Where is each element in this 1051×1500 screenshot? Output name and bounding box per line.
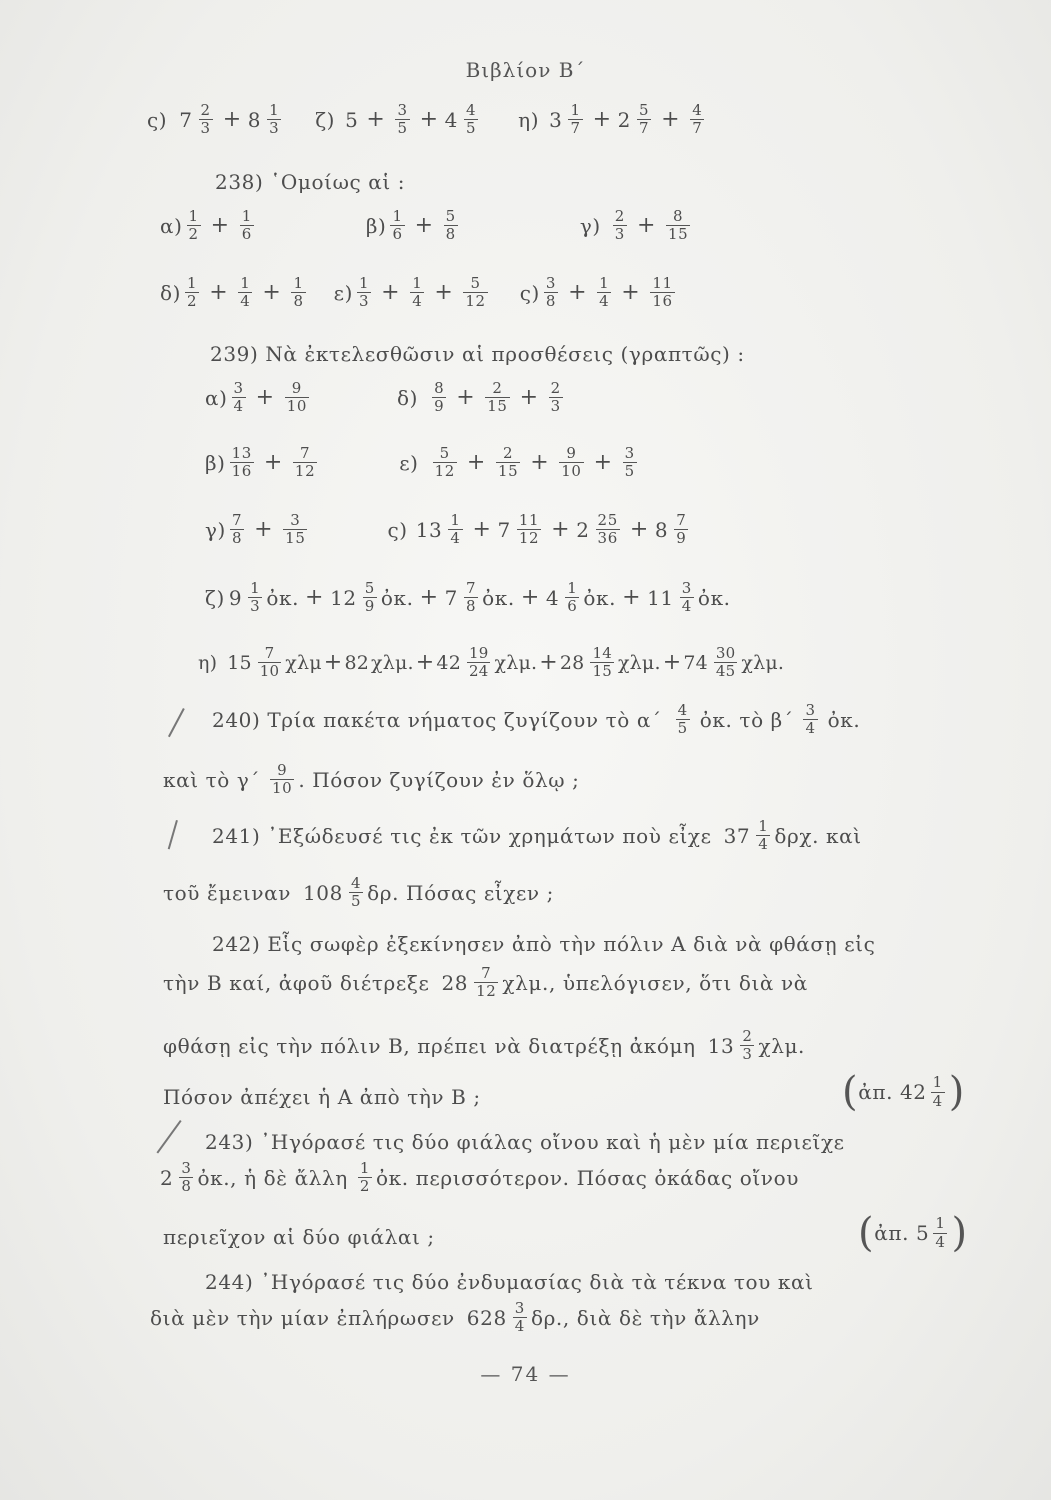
plus-sign: +: [662, 650, 682, 676]
fraction: $\frac{4}{5}$: [350, 874, 362, 911]
fraction: $\frac{5}{8}$: [445, 207, 456, 244]
fraction: $\frac{3}{5}$: [397, 101, 408, 138]
fraction: $\frac{3}{8}$: [181, 1159, 192, 1196]
whole-number: 15: [227, 651, 252, 674]
fraction: $\frac{19}{24}$: [468, 644, 489, 681]
answer-242: ( ἀπ. 42 $\frac{1}{4}$ ): [842, 1069, 966, 1115]
problem-242-line-4: Πόσον ἀπέχει ἡ Α ἀπὸ τὴν Β ;: [163, 1085, 481, 1109]
fraction: $\frac{5}{12}$: [465, 274, 486, 311]
problem-240-line-1: 240) Τρία πακέτα νήματος ζυγίζουν τὸ α΄ $\frac{4}{5}$ ὀκ. τὸ β΄ $\frac{3}{4}$ ὀκ.: [212, 701, 861, 738]
item-label: α): [205, 385, 228, 410]
unit: ὀκ.: [697, 585, 731, 610]
fraction: $\frac{9}{10}$: [272, 761, 293, 798]
item-label: ε): [333, 280, 353, 305]
plus-sign: +: [210, 213, 230, 239]
problem-row-2: [160, 208, 694, 244]
whole-number: 12: [330, 585, 357, 610]
fraction: $\frac{1}{6}$: [392, 207, 403, 244]
fraction: $\frac{3}{4}$: [233, 379, 244, 416]
plus-sign: +: [262, 280, 282, 306]
fraction: $\frac{1}{6}$: [567, 579, 578, 616]
unit: χλμ.: [371, 651, 414, 674]
problem-241-line-2: τοῦ ἔμειναν 108 $\frac{4}{5}$ δρ. Πόσας εἶχεν ;: [163, 874, 554, 911]
plus-sign: +: [539, 650, 558, 676]
fraction: $\frac{3}{15}$: [285, 511, 306, 548]
plus-sign: +: [472, 517, 492, 543]
fraction: $\frac{3}{4}$: [681, 579, 692, 616]
fraction: $\frac{14}{15}$: [592, 644, 612, 681]
item-label: γ): [205, 517, 226, 542]
plus-sign: +: [414, 213, 434, 239]
fraction: $\frac{1}{4}$: [240, 274, 251, 311]
pencil-mark: [168, 708, 185, 737]
fraction: $\frac{2}{3}$: [742, 1027, 753, 1064]
problem-242-line-3: φθάσῃ εἰς τὴν πόλιν Β, πρέπει νὰ διατρέξῃ ἀκόμη 13 $\frac{2}{3}$ χλμ.: [163, 1027, 806, 1064]
problem-243-line-2: 2 $\frac{3}{8}$ ὀκ., ἡ δὲ ἄλλη $\frac{1}{2}$ ὀκ. περισσότερον. Πόσας ὀκάδας οἴνου: [160, 1159, 799, 1196]
item-label: ε): [399, 450, 419, 475]
fraction: $\frac{7}{9}$: [676, 511, 687, 548]
fraction: $\frac{4}{5}$: [465, 101, 477, 138]
fraction: $\frac{7}{12}$: [476, 964, 497, 1001]
unit: ὀκ.: [583, 585, 617, 610]
plus-sign: +: [419, 107, 439, 133]
fraction: $\frac{5}{9}$: [364, 579, 375, 616]
item-label: β): [205, 450, 226, 475]
fraction: $\frac{7}{8}$: [465, 579, 477, 616]
plus-sign: +: [519, 385, 539, 411]
fraction: $\frac{4}{7}$: [692, 101, 703, 138]
fraction: $\frac{1}{3}$: [358, 274, 370, 311]
fraction: $\frac{11}{16}$: [652, 274, 673, 311]
item-label: ς): [387, 517, 408, 542]
fraction: $\frac{8}{15}$: [667, 207, 689, 244]
whole-number: 74: [683, 651, 708, 674]
plus-sign: +: [551, 517, 571, 543]
plus-sign: +: [366, 107, 386, 133]
problem-243-line-1: 243) ᾿Ηγόρασέ τις δύο φιάλας οἴνου καὶ ἡ μὲν μία περιεῖχε: [205, 1130, 845, 1154]
fraction: $\frac{1}{6}$: [241, 207, 252, 244]
whole-number: 4: [545, 585, 560, 610]
problem-242-line-1: 242) Εἷς σωφὲρ ἐξεκίνησεν ἀπὸ τὴν πόλιν Α διὰ νὰ φθάσῃ εἰς: [212, 932, 876, 956]
fraction: $\frac{7}{10}$: [259, 644, 280, 681]
problem-row-6: [205, 512, 692, 548]
problem-row-4: [205, 380, 567, 416]
fraction: $\frac{3}{4}$: [805, 701, 816, 738]
fraction: $\frac{1}{7}$: [570, 101, 581, 138]
whole-number: 13: [415, 517, 443, 542]
fraction: $\frac{3}{8}$: [545, 274, 557, 311]
item-label: η): [198, 651, 218, 674]
fraction: $\frac{1}{2}$: [188, 207, 199, 244]
whole-number: 3: [549, 107, 563, 132]
plus-sign: +: [592, 107, 612, 133]
fraction: $\frac{2}{3}$: [200, 101, 211, 138]
page-number: — 74 —: [480, 1362, 571, 1386]
fraction: $\frac{2}{3}$: [614, 207, 625, 244]
fraction: $\frac{9}{10}$: [561, 444, 582, 481]
unit: χλμ.: [617, 651, 661, 674]
whole-number: 2: [576, 517, 590, 542]
fraction: $\frac{3}{5}$: [624, 444, 635, 481]
plus-sign: +: [263, 450, 283, 476]
whole-number: 11: [647, 585, 674, 610]
whole-number: 7: [444, 585, 458, 610]
plus-sign: +: [520, 585, 540, 611]
plus-sign: +: [222, 107, 242, 133]
fraction: $\frac{1}{4}$: [932, 1073, 943, 1110]
fraction: $\frac{11}{12}$: [518, 511, 540, 548]
item-label: β): [365, 213, 387, 238]
fraction: $\frac{8}{9}$: [434, 379, 445, 416]
fraction: $\frac{9}{10}$: [286, 379, 308, 416]
answer-243: ( ἀπ. 5 $\frac{1}{4}$ ): [858, 1210, 968, 1256]
plus-sign: +: [621, 280, 641, 306]
plus-sign: +: [255, 385, 275, 411]
fraction: $\frac{1}{4}$: [599, 274, 610, 311]
fraction: $\frac{1}{4}$: [935, 1214, 946, 1251]
fraction: $\frac{1}{4}$: [450, 511, 461, 548]
plus-sign: +: [419, 585, 439, 611]
whole-number: 8: [247, 107, 262, 132]
whole-number: 8: [654, 517, 669, 542]
plus-sign: +: [629, 517, 649, 543]
fraction: $\frac{7}{12}$: [294, 444, 316, 481]
fraction: $\frac{2}{15}$: [487, 379, 508, 416]
plus-sign: +: [323, 650, 343, 676]
fraction: $\frac{1}{4}$: [758, 817, 769, 854]
item-label: ς): [519, 280, 540, 305]
unit: χλμ: [285, 651, 322, 674]
item-label: ζ): [205, 585, 225, 610]
fraction: $\frac{5}{7}$: [639, 101, 650, 138]
problem-241-line-1: 241) ᾿Εξώδευσέ τις ἐκ τῶν χρημάτων ποὺ εἶχε 37 $\frac{1}{4}$ δρχ. καὶ: [212, 817, 862, 854]
fraction: $\frac{1}{2}$: [359, 1159, 370, 1196]
problem-240-line-2: καὶ τὸ γ΄ $\frac{9}{10}$ . Πόσον ζυγίζουν ἐν ὅλῳ ;: [163, 761, 580, 798]
pencil-mark: [168, 820, 178, 849]
plus-sign: +: [530, 450, 550, 476]
fraction: $\frac{5}{12}$: [434, 444, 455, 481]
fraction: $\frac{1}{8}$: [293, 274, 304, 311]
item-label: ς): [147, 107, 168, 132]
item-label: η): [518, 107, 540, 132]
fraction: $\frac{30}{45}$: [715, 644, 736, 681]
unit: χλμ.: [494, 651, 538, 674]
unit: χλμ.: [741, 651, 785, 674]
plus-sign: +: [254, 517, 274, 543]
fraction: $\frac{3}{4}$: [514, 1299, 525, 1336]
plus-sign: +: [593, 450, 613, 476]
problem-row-3: [160, 275, 679, 311]
plus-sign: +: [381, 280, 401, 306]
item-label: ζ): [315, 107, 336, 132]
fraction: $\frac{7}{8}$: [231, 511, 243, 548]
whole-number: 4: [444, 107, 458, 132]
plus-sign: +: [305, 585, 325, 611]
unit: ὀκ.: [380, 585, 414, 610]
plus-sign: +: [209, 280, 229, 306]
plus-sign: +: [661, 107, 681, 133]
plus-sign: +: [415, 650, 435, 676]
problem-238-heading: 238) ῾Ομοίως αἱ :: [215, 170, 406, 194]
plus-sign: +: [434, 280, 454, 306]
whole-number: 82: [344, 651, 370, 674]
plus-sign: +: [622, 585, 642, 611]
plus-sign: +: [568, 280, 588, 306]
plus-sign: +: [636, 213, 656, 239]
fraction: $\frac{4}{5}$: [677, 701, 688, 738]
fraction: $\frac{13}{16}$: [231, 444, 252, 481]
fraction: $\frac{2}{15}$: [497, 444, 519, 481]
whole-number: 5: [345, 107, 359, 132]
problem-243-line-3: περιεῖχον αἱ δύο φιάλαι ;: [163, 1225, 435, 1249]
item-label: α): [160, 213, 183, 238]
fraction: $\frac{1}{3}$: [269, 101, 280, 138]
plus-sign: +: [466, 450, 486, 476]
problem-row-1: [147, 102, 708, 138]
fraction: $\frac{1}{2}$: [187, 274, 198, 311]
whole-number: 7: [497, 517, 511, 542]
problem-244-line-1: 244) ᾿Ηγόρασέ τις δύο ἐνδυμασίας διὰ τὰ τέκνα του καὶ: [205, 1270, 814, 1294]
fraction: $\frac{1}{4}$: [412, 274, 423, 311]
item-label: δ): [397, 385, 419, 410]
unit: ὀκ.: [266, 585, 300, 610]
whole-number: 2: [617, 107, 631, 132]
page-header: Βιβλίον Β΄: [465, 58, 586, 82]
problem-242-line-2: τὴν Β καί, ἀφοῦ διέτρεξε 28 $\frac{7}{12}$ χλμ., ὑπελόγισεν, ὅτι διὰ νὰ: [163, 964, 808, 1001]
plus-sign: +: [456, 385, 476, 411]
unit: ὀκ.: [482, 585, 515, 610]
problem-244-line-2: διὰ μὲν τὴν μίαν ἐπλήρωσεν 628 $\frac{3}{4}$ δρ., διὰ δὲ τὴν ἄλλην: [150, 1299, 760, 1336]
problem-row-5: [205, 445, 641, 481]
item-label: γ): [579, 213, 601, 238]
problem-row-8: [198, 645, 784, 681]
item-label: δ): [160, 280, 182, 305]
whole-number: 28: [559, 651, 585, 674]
problem-239-heading: 239) Νὰ ἐκτελεσθῶσιν αἱ προσθέσεις (γραπτῶς) :: [210, 342, 745, 366]
whole-number: 42: [436, 651, 461, 674]
pencil-mark: [156, 1120, 181, 1154]
fraction: $\frac{1}{3}$: [250, 579, 261, 616]
fraction: $\frac{25}{36}$: [597, 511, 618, 548]
problem-row-7: [205, 580, 731, 616]
whole-number: 7: [179, 107, 193, 132]
fraction: $\frac{2}{3}$: [550, 379, 561, 416]
whole-number: 9: [228, 585, 243, 610]
